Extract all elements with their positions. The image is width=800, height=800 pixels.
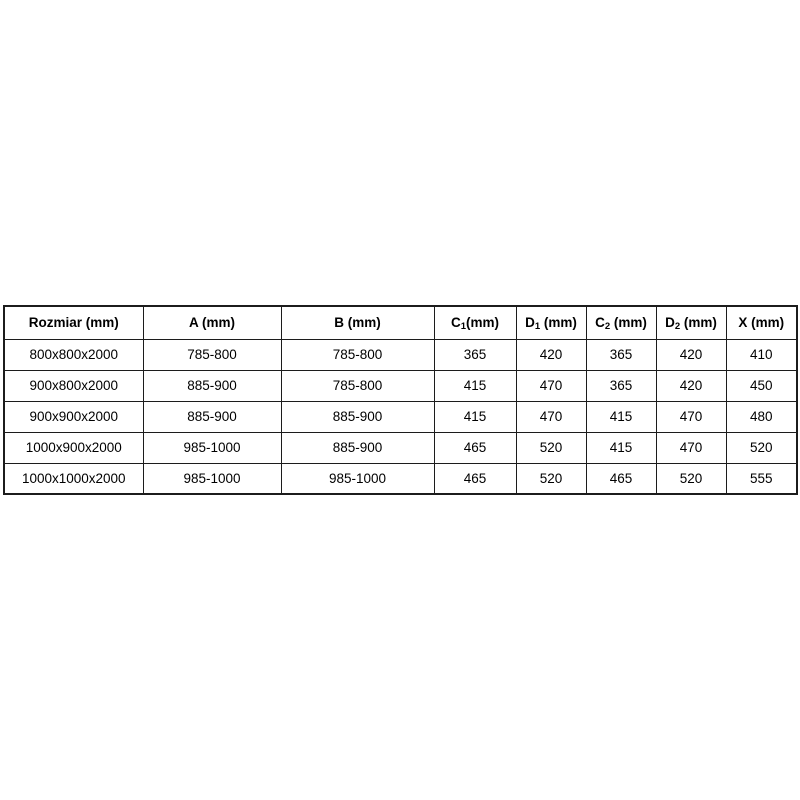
table-row — [4, 401, 797, 432]
header-row — [4, 306, 797, 339]
col-header-d2-sub: 2 — [674, 321, 681, 333]
col-header-c1-base: C — [450, 315, 461, 331]
cell-d1: 470 — [516, 370, 586, 401]
table-row — [4, 463, 797, 494]
cell-d2: 420 — [656, 339, 726, 370]
col-header-c1-sub: 1 — [460, 321, 467, 333]
cell-d2: 520 — [656, 463, 726, 494]
col-header-c1-unit: (mm) — [466, 315, 500, 331]
table-row — [4, 339, 797, 370]
cell-c2: 465 — [586, 463, 656, 494]
col-header-c2 — [586, 306, 656, 339]
col-header-d2-unit: (mm) — [680, 315, 717, 331]
col-header-c2-sub: 2 — [604, 321, 611, 333]
cell-c2: 365 — [586, 370, 656, 401]
col-header-d2 — [656, 306, 726, 339]
col-header-b: B (mm) — [281, 306, 434, 339]
cell-d2: 420 — [656, 370, 726, 401]
cell-b: 785-800 — [281, 370, 434, 401]
cell-d1: 520 — [516, 463, 586, 494]
size-spec-table — [3, 305, 798, 495]
cell-d2: 470 — [656, 432, 726, 463]
cell-a: 885-900 — [143, 370, 281, 401]
cell-c2: 415 — [586, 432, 656, 463]
col-header-c1 — [434, 306, 516, 339]
col-header-c2-base: C — [595, 315, 605, 331]
cell-c1: 465 — [434, 432, 516, 463]
cell-a: 985-1000 — [143, 432, 281, 463]
cell-x: 520 — [726, 432, 797, 463]
cell-c2: 415 — [586, 401, 656, 432]
cell-c1: 365 — [434, 339, 516, 370]
cell-b: 785-800 — [281, 339, 434, 370]
col-header-d1-base: D — [525, 315, 535, 331]
cell-x: 410 — [726, 339, 797, 370]
col-header-a: A (mm) — [143, 306, 281, 339]
cell-b: 885-900 — [281, 401, 434, 432]
table-row — [4, 370, 797, 401]
cell-c1: 465 — [434, 463, 516, 494]
table-row — [4, 432, 797, 463]
cell-size: 1000x900x2000 — [4, 432, 143, 463]
cell-size: 1000x1000x2000 — [4, 463, 143, 494]
col-header-d1-sub: 1 — [534, 321, 541, 333]
cell-d1: 470 — [516, 401, 586, 432]
cell-x: 450 — [726, 370, 797, 401]
col-header-c2-unit: (mm) — [610, 315, 647, 331]
cell-size: 800x800x2000 — [4, 339, 143, 370]
cell-d1: 520 — [516, 432, 586, 463]
col-header-d1-unit: (mm) — [540, 315, 577, 331]
cell-d1: 420 — [516, 339, 586, 370]
cell-b: 985-1000 — [281, 463, 434, 494]
col-header-d1 — [516, 306, 586, 339]
cell-b: 885-900 — [281, 432, 434, 463]
cell-size: 900x900x2000 — [4, 401, 143, 432]
cell-c2: 365 — [586, 339, 656, 370]
cell-x: 480 — [726, 401, 797, 432]
col-header-d2-base: D — [665, 315, 675, 331]
col-header-rozmiar: Rozmiar (mm) — [4, 306, 143, 339]
cell-d2: 470 — [656, 401, 726, 432]
cell-a: 785-800 — [143, 339, 281, 370]
col-header-x: X (mm) — [726, 306, 797, 339]
cell-x: 555 — [726, 463, 797, 494]
cell-a: 885-900 — [143, 401, 281, 432]
cell-size: 900x800x2000 — [4, 370, 143, 401]
cell-c1: 415 — [434, 401, 516, 432]
cell-a: 985-1000 — [143, 463, 281, 494]
cell-c1: 415 — [434, 370, 516, 401]
